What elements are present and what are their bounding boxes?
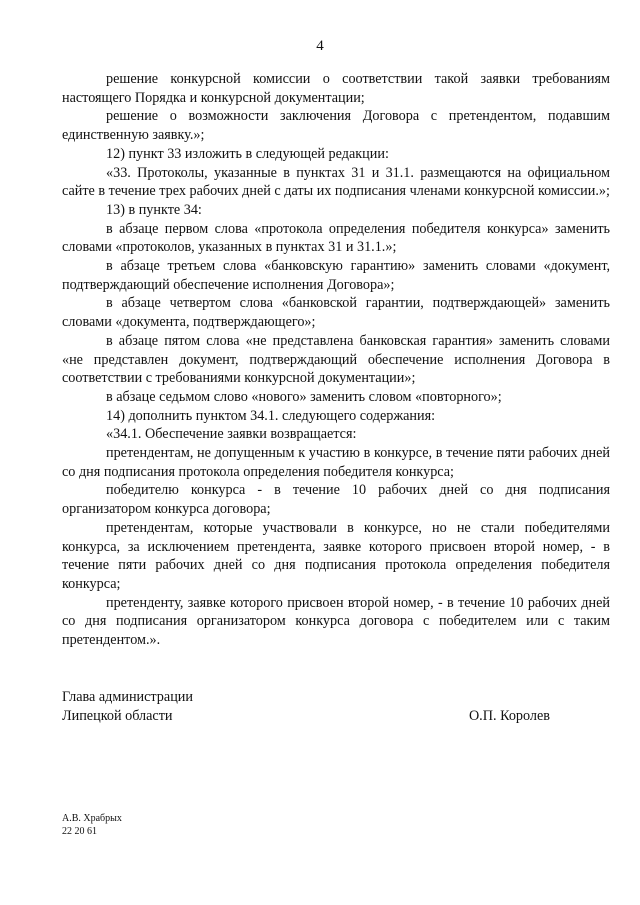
- executor-name: А.В. Храбрых: [62, 813, 122, 824]
- paragraph: претендентам, не допущенным к участию в конкурсе, в течение пяти рабочих дней со дня подписания протокола определения победителя конкурса;: [62, 445, 610, 480]
- signatory-title-line1: Глава администрации: [62, 689, 193, 705]
- executor-info: [62, 812, 122, 838]
- paragraph: в абзаце пятом слова «не представлена банковская гарантия» заменить словами «не представлен документ, подтверждающий обеспечение исполнения Договора в соответствии с требованиями конкурсной документации»;: [62, 332, 610, 387]
- paragraph: претенденту, заявке которого присвоен второй номер, - в течение 10 рабочих дней со дня подписания организатором конкурса договора с победителем или с таким претендентом.».: [62, 594, 610, 649]
- signatory-title-line2: Липецкой области: [62, 707, 173, 724]
- paragraph: претендентам, которые участвовали в конкурсе, но не стали победителями конкурса, за исключением претендента, заявке которого присвоен второй номер, - в течение пяти рабочих дней со дня подписания протокола определения победителя конкурса;: [62, 519, 610, 592]
- signature-block: [62, 688, 610, 725]
- paragraph: решение о возможности заключения Договора с претендентом, подавшим единственную заявку.»;: [62, 108, 610, 144]
- paragraph: победителю конкурса - в течение 10 рабочих дней со дня подписания организатором конкурса договора;: [62, 482, 610, 518]
- paragraph: 12) пункт 33 изложить в следующей редакции:: [106, 145, 389, 162]
- paragraph: 14) дополнить пунктом 34.1. следующего содержания:: [106, 407, 436, 424]
- paragraph: 13) в пункте 34:: [106, 201, 202, 218]
- paragraph: в абзаце третьем слова «банковскую гарантию» заменить словами «документ, подтверждающий обеспечение исполнения Договора»;: [62, 258, 610, 293]
- paragraph: решение конкурсной комиссии о соответствии такой заявки требованиям настоящего Порядка и конкурсной документации;: [62, 71, 610, 106]
- signatory-name: О.П. Королев: [468, 707, 550, 724]
- paragraph: «33. Протоколы, указанные в пунктах 31 и 31.1. размещаются на официальном сайте в течение трех рабочих дней с даты их подписания членами конкурсной комиссии.»;: [62, 164, 610, 200]
- paragraph: в абзаце четвертом слова «банковской гарантии, подтверждающей» заменить словами «документа, подтверждающего»;: [62, 295, 610, 331]
- executor-phone: 22 20 61: [62, 826, 97, 837]
- document-body: [62, 70, 610, 650]
- page-number: 4: [316, 38, 324, 54]
- paragraph: в абзаце седьмом слово «нового» заменить словом «повторного»;: [106, 388, 502, 405]
- paragraph: в абзаце первом слова «протокола определения победителя конкурса» заменить словами «протоколов, указанных в пунктах 31 и 31.1.»;: [62, 220, 610, 256]
- paragraph: «34.1. Обеспечение заявки возвращается:: [106, 426, 357, 443]
